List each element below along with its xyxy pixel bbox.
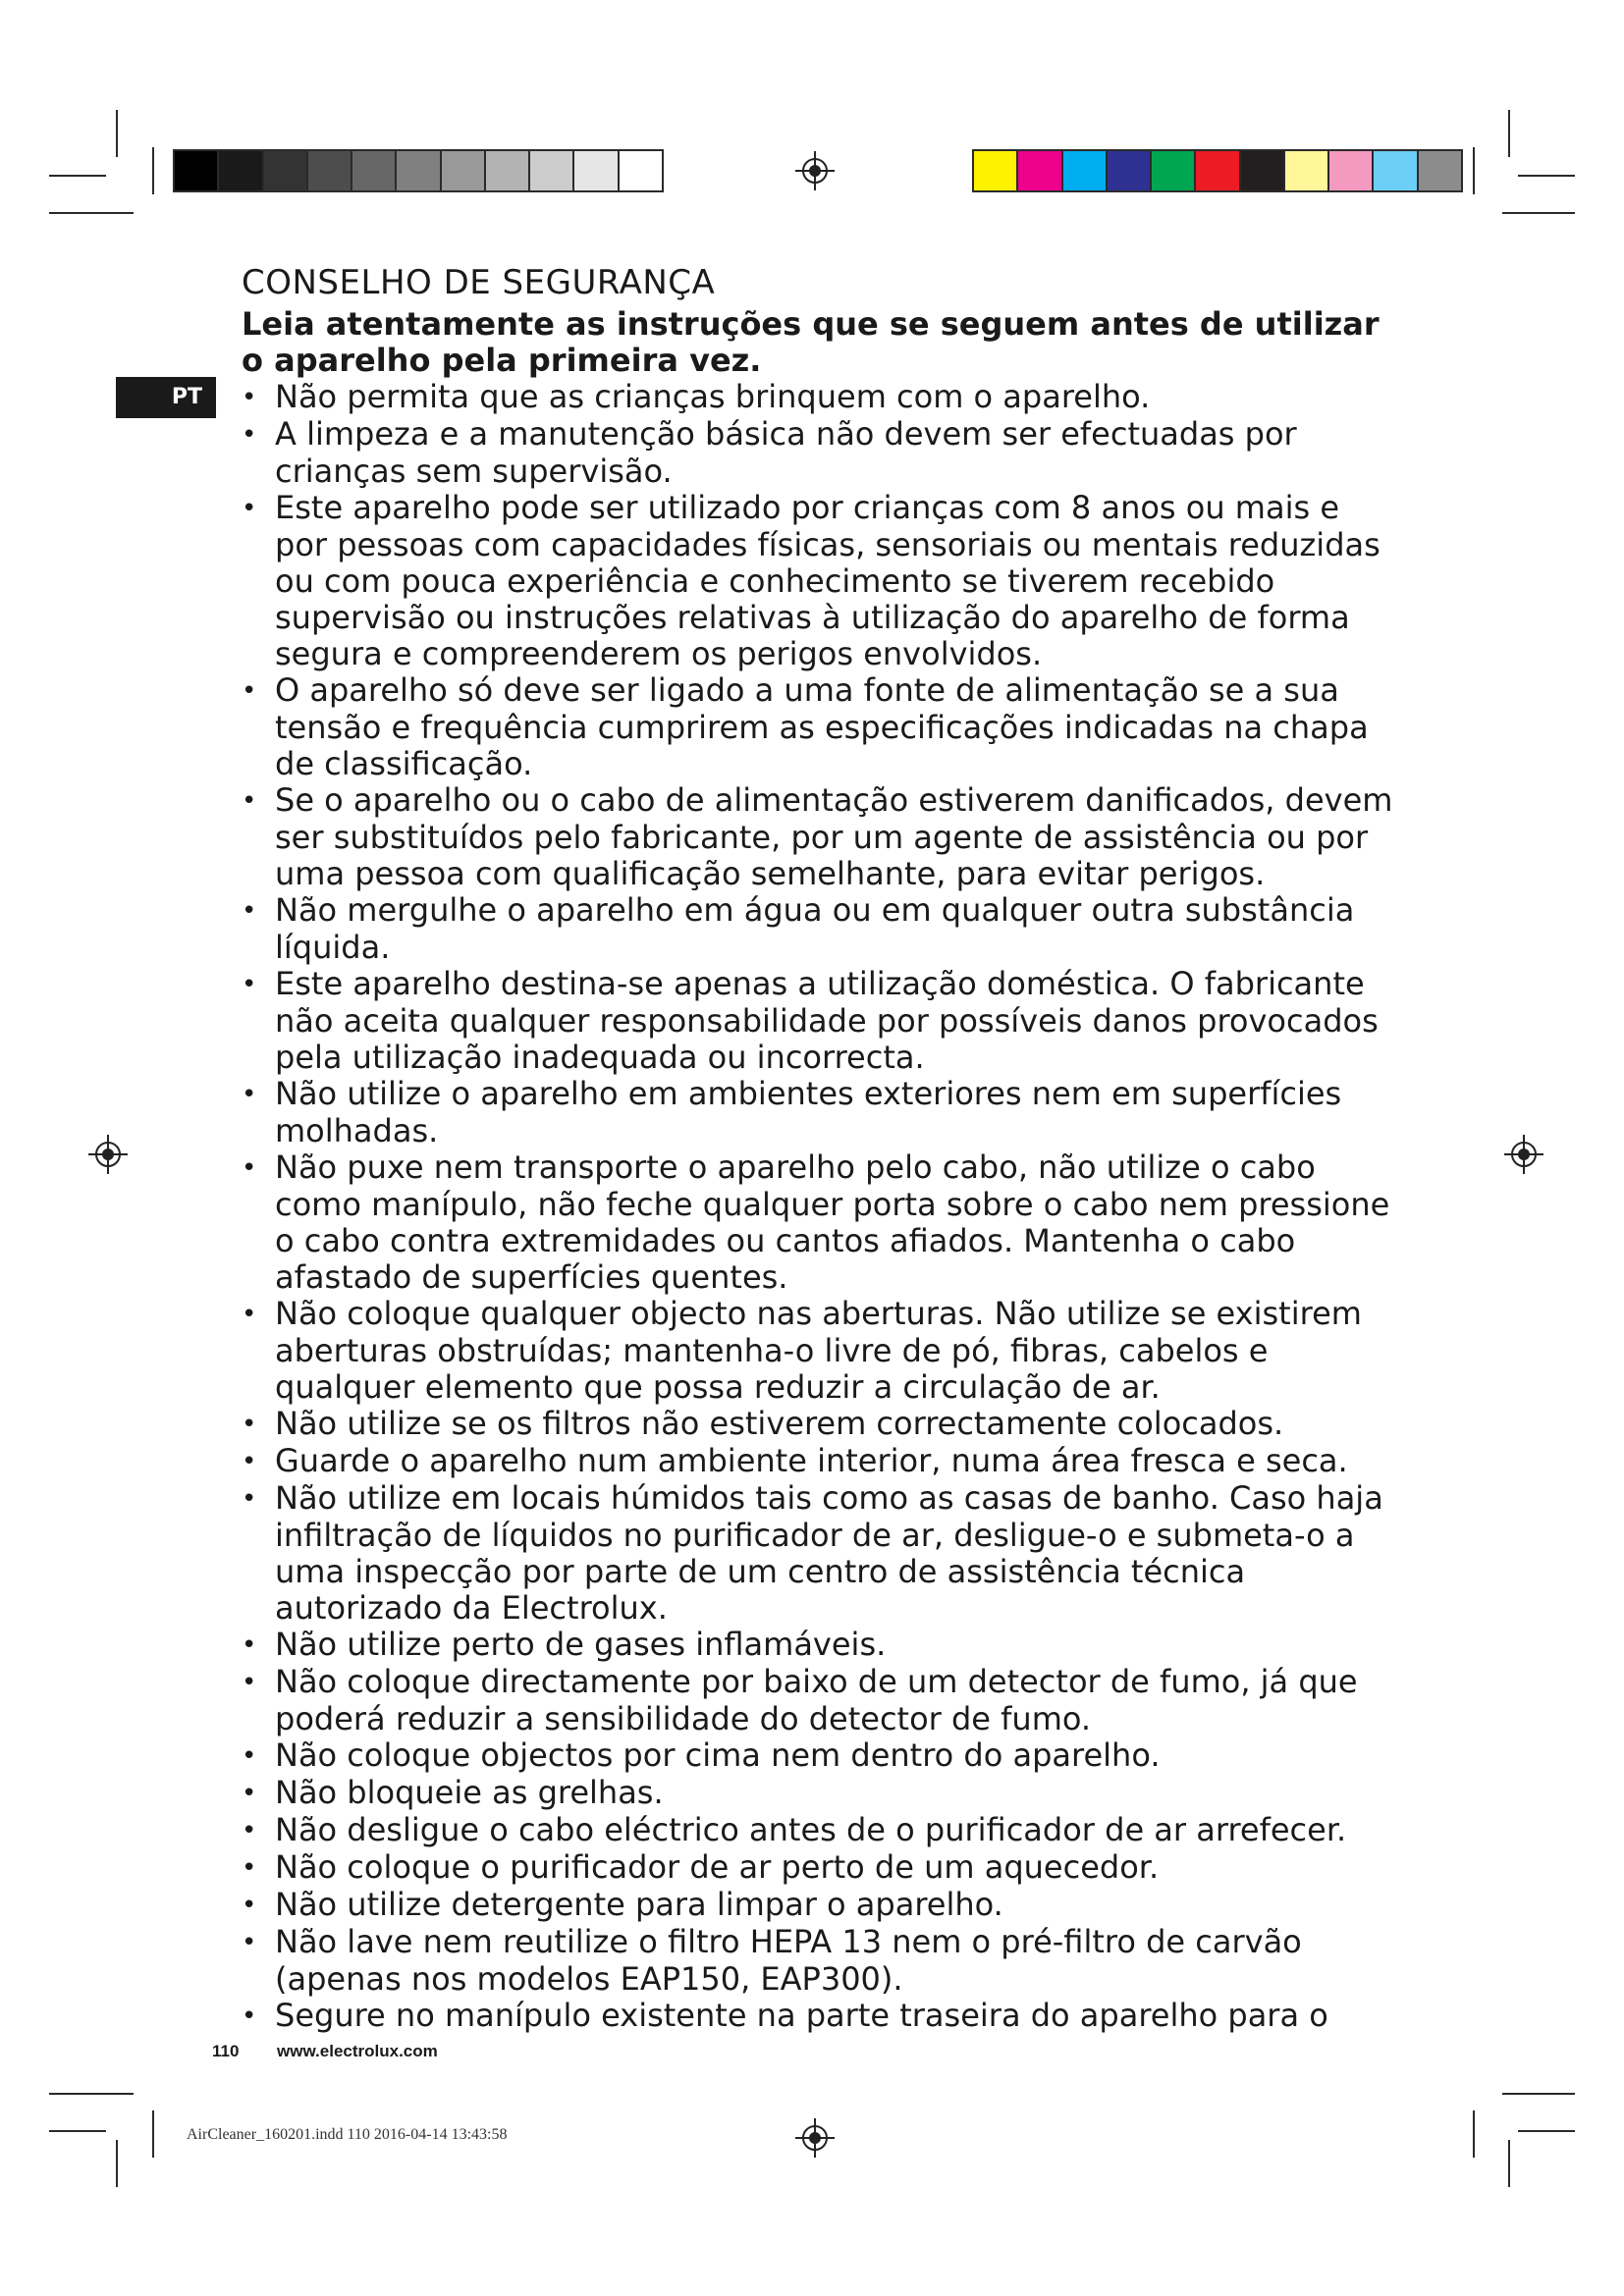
list-item xyxy=(242,1664,1400,1737)
bullet-icon: • xyxy=(242,1853,257,1883)
list-item xyxy=(242,1296,1400,1406)
list-item xyxy=(242,1998,1400,2035)
color-swatch xyxy=(308,151,352,190)
color-swatch xyxy=(1329,151,1374,190)
color-swatch xyxy=(1108,151,1152,190)
crop-mark xyxy=(1518,175,1575,177)
page-number: 110 xyxy=(212,2042,240,2060)
crop-mark xyxy=(152,2110,154,2158)
list-item xyxy=(242,1627,1400,1664)
color-swatch xyxy=(1419,151,1461,190)
color-calibration-bar xyxy=(972,149,1463,192)
color-swatch xyxy=(530,151,574,190)
crop-mark xyxy=(1508,110,1510,157)
crop-mark xyxy=(1473,2110,1475,2158)
color-swatch xyxy=(574,151,619,190)
page-title: CONSELHO DE SEGURANÇA xyxy=(242,263,716,302)
crop-mark xyxy=(1502,2093,1575,2095)
list-item-text: Não desligue o cabo eléctrico antes de o purificador de ar arrefecer. xyxy=(275,1811,1347,1848)
list-item-text: Guarde o aparelho num ambiente interior, numa área fresca e seca. xyxy=(275,1442,1348,1479)
bullet-icon: • xyxy=(242,1928,257,1957)
registration-mark-icon xyxy=(795,2118,835,2158)
list-item xyxy=(242,1149,1400,1296)
bullet-icon: • xyxy=(242,1484,257,1514)
list-item-text: Não coloque objectos por cima nem dentro do aparelho. xyxy=(275,1736,1161,1774)
registration-mark-icon xyxy=(88,1135,128,1174)
bullet-icon: • xyxy=(242,1891,257,1920)
crop-mark xyxy=(49,175,106,177)
list-item xyxy=(242,379,1400,416)
bullet-icon: • xyxy=(242,2002,257,2031)
list-item xyxy=(242,1076,1400,1149)
list-item-text: Se o aparelho ou o cabo de alimentação estiverem danificados, devem ser substituídos pelo fabricante, por um agente de assistência ou por uma pessoa com qualificação semelhante, para evitar perigos. xyxy=(275,781,1393,892)
bullet-icon: • xyxy=(242,676,257,706)
bullet-icon: • xyxy=(242,1447,257,1476)
crop-mark xyxy=(1518,2130,1575,2132)
bullet-icon: • xyxy=(242,1300,257,1329)
list-item xyxy=(242,490,1400,672)
color-swatch xyxy=(1285,151,1329,190)
safety-advice-section xyxy=(242,263,1400,2035)
bullet-icon: • xyxy=(242,1816,257,1845)
list-item xyxy=(242,1812,1400,1849)
bullet-icon: • xyxy=(242,1779,257,1808)
bullet-icon: • xyxy=(242,786,257,816)
color-swatch xyxy=(397,151,441,190)
list-item xyxy=(242,1849,1400,1887)
list-item-text: Não utilize perto de gases inflamáveis. xyxy=(275,1626,887,1663)
color-swatch xyxy=(352,151,397,190)
list-item-text: Não utilize em locais húmidos tais como as casas de banho. Caso haja infiltração de líquidos no purificador de ar, desligue-o e submeta-o a uma inspecção por parte de um centro de assistência técnica autorizado da Electrolux. xyxy=(275,1479,1383,1627)
color-swatch xyxy=(486,151,530,190)
list-item xyxy=(242,1924,1400,1998)
print-slug: AirCleaner_160201.indd 110 2016-04-14 13:43:58 xyxy=(187,2126,508,2143)
list-item xyxy=(242,1406,1400,1443)
bullet-icon: • xyxy=(242,420,257,450)
list-item-text: Segure no manípulo existente na parte traseira do aparelho para o xyxy=(275,1997,1328,2034)
crop-mark xyxy=(49,2093,134,2095)
bullet-icon: • xyxy=(242,1630,257,1660)
color-swatch xyxy=(442,151,486,190)
list-item-text: Não coloque qualquer objecto nas aberturas. Não utilize se existirem aberturas obstruídas; mantenha-o livre de pó, fibras, cabelos e qualquer elemento que possa reduzir a circulação de ar. xyxy=(275,1295,1362,1406)
list-item-text: Este aparelho destina-se apenas a utilização doméstica. O fabricante não aceita qualquer responsabilidade por possíveis danos provocados pela utilização inadequada ou incorrecta. xyxy=(275,965,1379,1076)
registration-mark-icon xyxy=(795,151,835,190)
list-item xyxy=(242,892,1400,966)
list-item-text: Não lave nem reutilize o filtro HEPA 13 nem o pré-filtro de carvão (apenas nos modelos EAP150, EAP300). xyxy=(275,1923,1302,1998)
bullet-icon: • xyxy=(242,1080,257,1109)
crop-mark xyxy=(152,147,154,194)
crop-mark xyxy=(116,2140,118,2187)
list-item xyxy=(242,1480,1400,1627)
bullet-icon: • xyxy=(242,383,257,412)
color-swatch xyxy=(974,151,1018,190)
language-tab: PT xyxy=(116,377,216,418)
crop-mark xyxy=(49,212,134,214)
crop-mark xyxy=(1508,2140,1510,2187)
safety-list xyxy=(242,379,1400,2035)
list-item-text: Não utilize se os filtros não estiverem correctamente colocados. xyxy=(275,1405,1284,1442)
list-item-text: Este aparelho pode ser utilizado por crianças com 8 anos ou mais e por pessoas com capacidades físicas, sensoriais ou mentais reduzidas ou com pouca experiência e conhecimento se tiverem recebido supervisão ou instruções relativas à utilização do aparelho de forma segura e compreenderem os perigos envolvidos. xyxy=(275,489,1380,672)
color-swatch xyxy=(1152,151,1196,190)
list-item-text: Não puxe nem transporte o aparelho pelo cabo, não utilize o cabo como manípulo, não feche qualquer porta sobre o cabo nem pressione o cabo contra extremidades ou cantos afiados. Mantenha o cabo afastado de superfícies quentes. xyxy=(275,1148,1390,1296)
list-item xyxy=(242,416,1400,490)
bullet-icon: • xyxy=(242,1410,257,1439)
color-swatch xyxy=(1374,151,1418,190)
bullet-icon: • xyxy=(242,1741,257,1771)
bullet-icon: • xyxy=(242,970,257,999)
bullet-icon: • xyxy=(242,896,257,926)
list-item xyxy=(242,966,1400,1076)
bullet-icon: • xyxy=(242,1153,257,1183)
registration-mark-icon xyxy=(1504,1135,1543,1174)
grayscale-calibration-bar xyxy=(173,149,664,192)
list-item-text: Não utilize detergente para limpar o aparelho. xyxy=(275,1886,1003,1923)
color-swatch xyxy=(219,151,263,190)
bullet-icon: • xyxy=(242,494,257,523)
crop-mark xyxy=(49,2130,106,2132)
color-swatch xyxy=(1241,151,1285,190)
list-item-text: Não utilize o aparelho em ambientes exteriores nem em superfícies molhadas. xyxy=(275,1075,1342,1149)
color-swatch xyxy=(175,151,219,190)
list-item xyxy=(242,672,1400,782)
list-item-text: Não permita que as crianças brinquem com o aparelho. xyxy=(275,378,1151,415)
color-swatch xyxy=(264,151,308,190)
list-item xyxy=(242,1887,1400,1924)
crop-mark xyxy=(1473,147,1475,194)
list-item-text: O aparelho só deve ser ligado a uma fonte de alimentação se a sua tensão e frequência cumprirem as especificações indicadas na chapa de classificação. xyxy=(275,671,1369,782)
crop-mark xyxy=(116,110,118,157)
list-item xyxy=(242,1775,1400,1812)
footer-url: www.electrolux.com xyxy=(277,2042,438,2060)
list-item xyxy=(242,1443,1400,1480)
list-item xyxy=(242,782,1400,892)
list-item-text: A limpeza e a manutenção básica não devem ser efectuadas por crianças sem supervisão. xyxy=(275,415,1297,490)
list-item-text: Não mergulhe o aparelho em água ou em qualquer outra substância líquida. xyxy=(275,891,1355,966)
list-item-text: Não coloque o purificador de ar perto de um aquecedor. xyxy=(275,1848,1160,1886)
list-item xyxy=(242,1737,1400,1775)
color-swatch xyxy=(1018,151,1062,190)
list-item-text: Não coloque directamente por baixo de um detector de fumo, já que poderá reduzir a sensibilidade do detector de fumo. xyxy=(275,1663,1358,1737)
intro-instruction: Leia atentamente as instruções que se seguem antes de utilizar o aparelho pela primeira vez. xyxy=(242,305,1380,379)
crop-mark xyxy=(1502,212,1575,214)
color-swatch xyxy=(1063,151,1108,190)
color-swatch xyxy=(620,151,662,190)
bullet-icon: • xyxy=(242,1668,257,1697)
color-swatch xyxy=(1196,151,1240,190)
list-item-text: Não bloqueie as grelhas. xyxy=(275,1774,664,1811)
